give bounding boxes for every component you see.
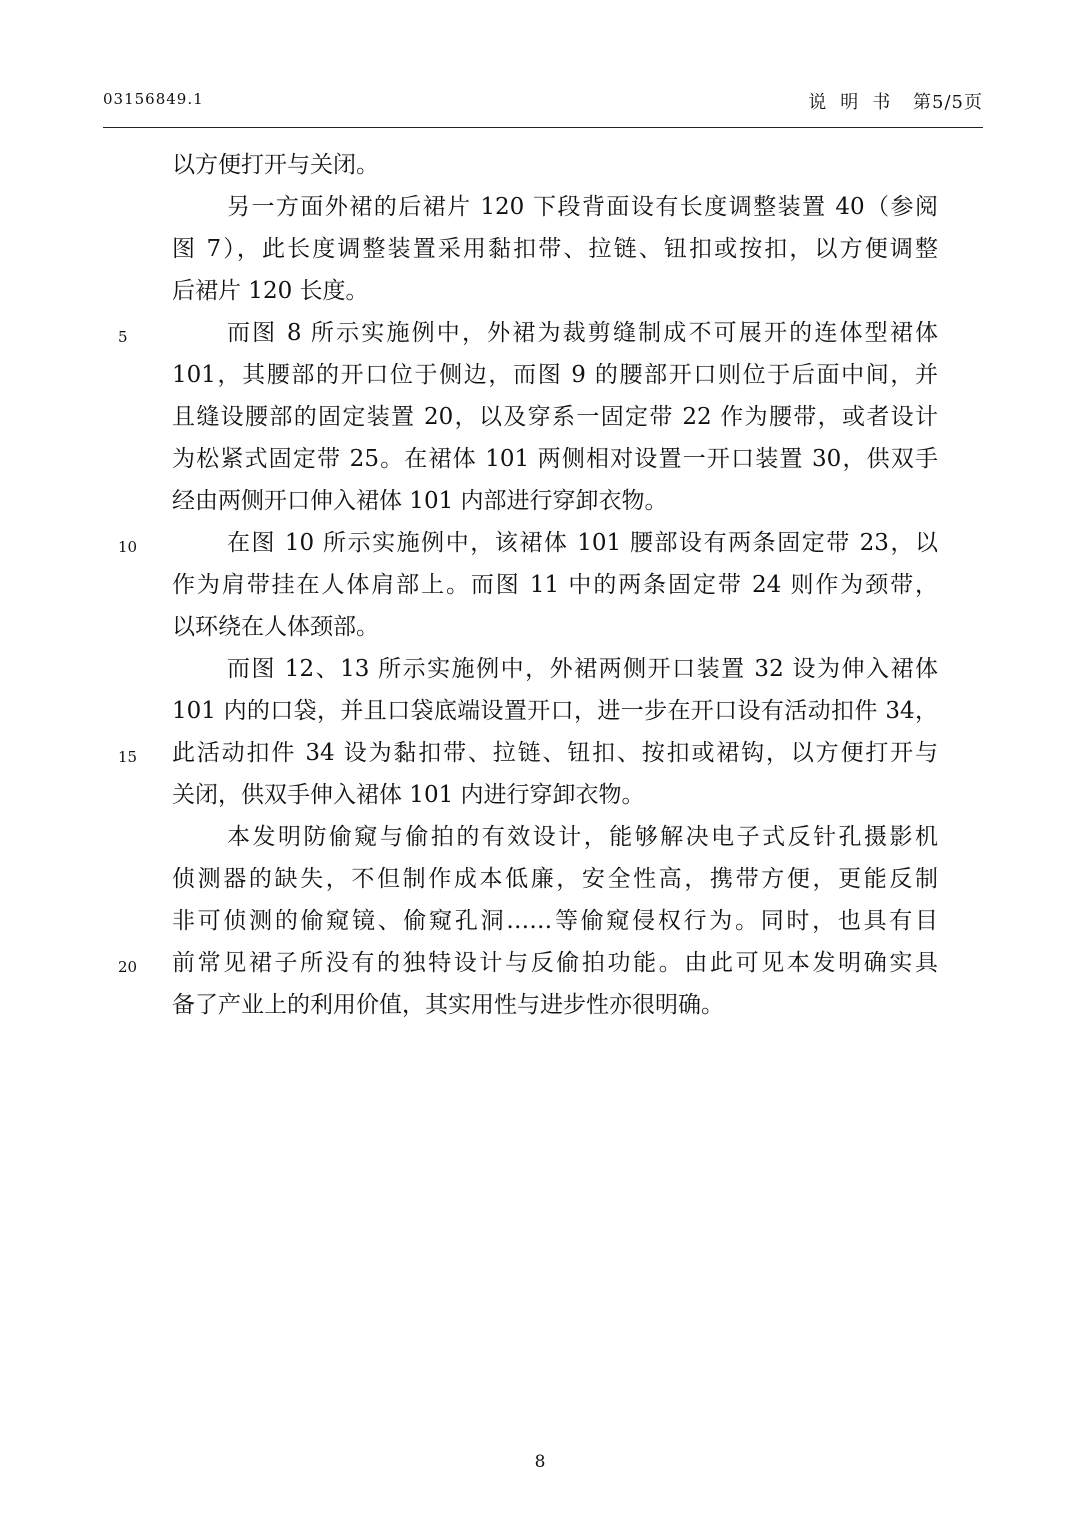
text-line-5: 而图 8 所示实施例中，外裙为裁剪缝制成不可展开的连体型裙体 [227,320,938,346]
document-number: 03156849.1 [103,90,204,108]
text-line-19: 非可侦测的偷窥镜、偷窥孔洞……等偷窥侵权行为。同时，也具有目 [172,908,938,934]
line-number-5: 5 [118,328,128,346]
text-line-16: 关闭，供双手伸入裙体 101 内进行穿卸衣物。 [172,782,645,808]
line-number-10: 10 [118,538,138,556]
text-line-7: 且缝设腰部的固定装置 20，以及穿系一固定带 22 作为腰带，或者设计 [172,404,938,430]
text-line-18: 侦测器的缺失，不但制作成本低廉，安全性高，携带方便，更能反制 [172,866,938,892]
text-line-13: 而图 12、13 所示实施例中，外裙两侧开口装置 32 设为伸入裙体 [227,656,938,682]
text-line-1: 以方便打开与关闭。 [172,152,379,178]
text-line-15: 此活动扣件 34 设为黏扣带、拉链、钮扣、按扣或裙钩，以方便打开与 [172,740,938,766]
text-line-17: 本发明防偷窥与偷拍的有效设计，能够解决电子式反针孔摄影机 [227,824,938,850]
header-rule [103,127,983,128]
text-line-14: 101 内的口袋，并且口袋底端设置开口，进一步在开口设有活动扣件 34， [172,698,938,724]
text-line-10: 在图 10 所示实施例中，该裙体 101 腰部设有两条固定带 23，以 [227,530,938,556]
text-line-12: 以环绕在人体颈部。 [172,614,379,640]
text-line-4: 后裙片 120 长度。 [172,278,369,304]
text-line-20: 前常见裙子所没有的独特设计与反偷拍功能。由此可见本发明确实具 [172,950,938,976]
text-line-9: 经由两侧开口伸入裙体 101 内部进行穿卸衣物。 [172,488,668,514]
page-number: 8 [534,1452,546,1472]
text-line-6: 101，其腰部的开口位于侧边，而图 9 的腰部开口则位于后面中间，并 [172,362,938,388]
document-type: 说明书 [808,92,905,113]
line-number-15: 15 [118,748,138,766]
line-number-20: 20 [118,958,138,976]
text-line-21: 备了产业上的利用价值，其实用性与进步性亦很明确。 [172,992,724,1018]
text-line-3: 图 7），此长度调整装置采用黏扣带、拉链、钮扣或按扣，以方便调整 [172,236,938,262]
text-line-11: 作为肩带挂在人体肩部上。而图 11 中的两条固定带 24 则作为颈带， [172,572,938,598]
page-info: 第5/5页 [913,92,983,113]
page-header-right [808,88,983,114]
text-line-8: 为松紧式固定带 25。在裙体 101 两侧相对设置一开口装置 30，供双手 [172,446,938,472]
text-line-2: 另一方面外裙的后裙片 120 下段背面设有长度调整装置 40（参阅 [227,194,938,220]
